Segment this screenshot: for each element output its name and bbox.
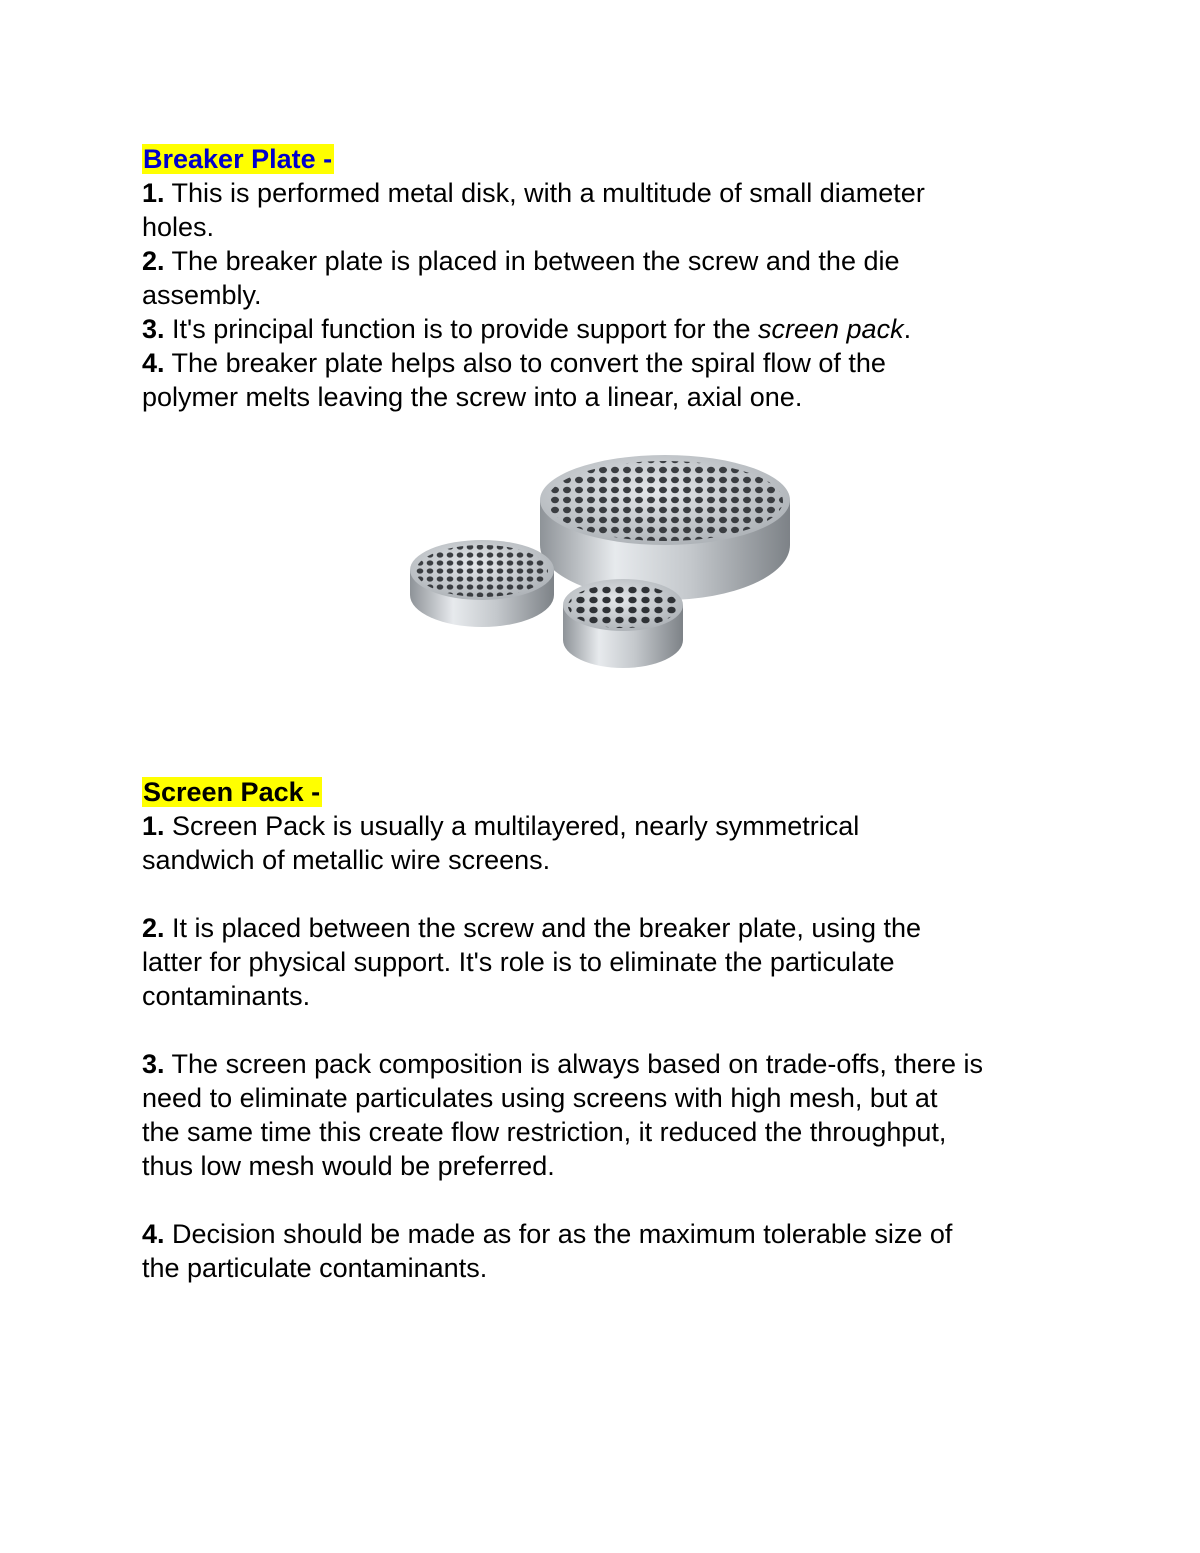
screen-pack-item-4: 4. Decision should be made as for as the maximum tolerable size of the particulate contaminants.	[142, 1219, 953, 1283]
screen-pack-section	[142, 775, 1082, 1285]
breaker-plate-item-4: 4. The breaker plate helps also to convert the spiral flow of the polymer melts leaving the screw into a linear, axial one.	[142, 348, 886, 412]
breaker-plate-item-3: 3. It's principal function is to provide support for the screen pack.	[142, 314, 912, 344]
left-disk	[410, 540, 554, 627]
breaker-plates-photo	[405, 455, 790, 675]
breaker-plate-heading: Breaker Plate -	[143, 144, 333, 174]
breaker-plate-section	[142, 142, 1082, 414]
screen-pack-item-1: 1. Screen Pack is usually a multilayered, nearly symmetrical sandwich of metallic wire screens.	[142, 811, 860, 875]
breaker-plate-item-1: 1. This is performed metal disk, with a multitude of small diameter holes.	[142, 178, 925, 242]
large-disk	[540, 455, 790, 600]
screen-pack-term: screen pack	[758, 314, 904, 344]
screen-pack-item-2: 2. It is placed between the screw and the breaker plate, using the latter for physical support. It's role is to eliminate the particulate contaminants.	[142, 913, 921, 1011]
breaker-plate-item-2: 2. The breaker plate is placed in between the screw and the die assembly.	[142, 246, 900, 310]
small-disk	[563, 579, 683, 668]
screen-pack-item-3: 3. The screen pack composition is always based on trade-offs, there is need to eliminate particulates using screens with high mesh, but at the same time this create flow restriction, it reduced the throughput, thus low mesh would be preferred.	[142, 1049, 983, 1181]
screen-pack-heading: Screen Pack -	[143, 777, 321, 807]
